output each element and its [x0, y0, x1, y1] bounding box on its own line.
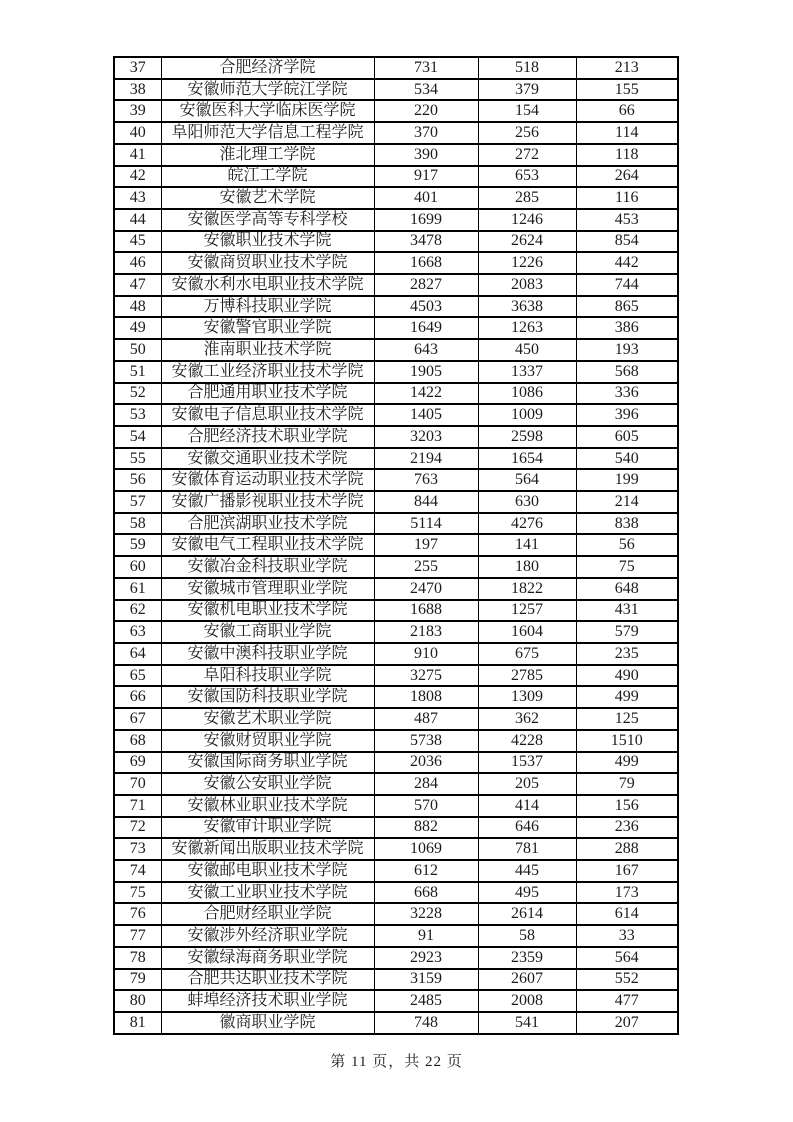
- school-name-cell: 安徽工业经济职业技术学院: [161, 361, 374, 383]
- count2-cell: 272: [478, 144, 576, 166]
- count2-cell: 2359: [478, 947, 576, 969]
- count2-cell: 1246: [478, 209, 576, 231]
- count3-cell: 854: [576, 231, 678, 253]
- school-name-cell: 安徽电子信息职业技术学院: [161, 404, 374, 426]
- count3-cell: 116: [576, 187, 678, 209]
- count3-cell: 336: [576, 383, 678, 405]
- school-name-cell: 安徽新闻出版职业技术学院: [161, 838, 374, 860]
- count2-cell: 1263: [478, 317, 576, 339]
- table-row: [114, 187, 678, 209]
- count1-cell: 91: [374, 925, 478, 947]
- admission-table: [113, 56, 679, 1035]
- count2-cell: 646: [478, 817, 576, 839]
- count2-cell: 2083: [478, 274, 576, 296]
- school-name-cell: 合肥共达职业技术学院: [161, 969, 374, 991]
- count3-cell: 235: [576, 643, 678, 665]
- row-number-cell: 76: [114, 903, 161, 925]
- school-name-cell: 安徽职业技术学院: [161, 231, 374, 253]
- count3-cell: 605: [576, 426, 678, 448]
- row-number-cell: 56: [114, 469, 161, 491]
- row-number-cell: 49: [114, 317, 161, 339]
- count1-cell: 1699: [374, 209, 478, 231]
- count1-cell: 3478: [374, 231, 478, 253]
- row-number-cell: 52: [114, 383, 161, 405]
- count1-cell: 844: [374, 491, 478, 513]
- table-row: [114, 144, 678, 166]
- school-name-cell: 安徽艺术学院: [161, 187, 374, 209]
- count3-cell: 579: [576, 621, 678, 643]
- school-name-cell: 安徽交通职业技术学院: [161, 448, 374, 470]
- count1-cell: 1069: [374, 838, 478, 860]
- count3-cell: 564: [576, 947, 678, 969]
- school-name-cell: 皖江工学院: [161, 166, 374, 188]
- count2-cell: 1822: [478, 578, 576, 600]
- count2-cell: 781: [478, 838, 576, 860]
- count2-cell: 1337: [478, 361, 576, 383]
- school-name-cell: 安徽财贸职业学院: [161, 730, 374, 752]
- table-row: [114, 990, 678, 1012]
- count3-cell: 477: [576, 990, 678, 1012]
- school-name-cell: 安徽体育运动职业技术学院: [161, 469, 374, 491]
- school-name-cell: 徽商职业学院: [161, 1012, 374, 1034]
- school-name-cell: 安徽工业职业技术学院: [161, 882, 374, 904]
- count3-cell: 568: [576, 361, 678, 383]
- count3-cell: 118: [576, 144, 678, 166]
- table-row: [114, 643, 678, 665]
- count3-cell: 56: [576, 534, 678, 556]
- row-number-cell: 38: [114, 79, 161, 101]
- row-number-cell: 80: [114, 990, 161, 1012]
- count1-cell: 748: [374, 1012, 478, 1034]
- count1-cell: 2470: [374, 578, 478, 600]
- table-row: [114, 166, 678, 188]
- count2-cell: 205: [478, 773, 576, 795]
- school-name-cell: 安徽广播影视职业技术学院: [161, 491, 374, 513]
- row-number-cell: 44: [114, 209, 161, 231]
- row-number-cell: 67: [114, 708, 161, 730]
- table-row: [114, 122, 678, 144]
- count2-cell: 1309: [478, 686, 576, 708]
- table-row: [114, 209, 678, 231]
- count1-cell: 1808: [374, 686, 478, 708]
- table-row: [114, 578, 678, 600]
- count3-cell: 125: [576, 708, 678, 730]
- school-name-cell: 合肥通用职业技术学院: [161, 383, 374, 405]
- table-row: [114, 469, 678, 491]
- row-number-cell: 41: [114, 144, 161, 166]
- count3-cell: 744: [576, 274, 678, 296]
- table-row: [114, 925, 678, 947]
- count2-cell: 445: [478, 860, 576, 882]
- count1-cell: 370: [374, 122, 478, 144]
- count3-cell: 1510: [576, 730, 678, 752]
- school-name-cell: 安徽冶金科技职业学院: [161, 556, 374, 578]
- count3-cell: 288: [576, 838, 678, 860]
- school-name-cell: 安徽电气工程职业技术学院: [161, 534, 374, 556]
- school-name-cell: 阜阳师范大学信息工程学院: [161, 122, 374, 144]
- count1-cell: 5738: [374, 730, 478, 752]
- school-name-cell: 安徽工商职业学院: [161, 621, 374, 643]
- row-number-cell: 51: [114, 361, 161, 383]
- count3-cell: 499: [576, 752, 678, 774]
- count1-cell: 1905: [374, 361, 478, 383]
- school-name-cell: 安徽中澳科技职业学院: [161, 643, 374, 665]
- table-row: [114, 969, 678, 991]
- table-row: [114, 947, 678, 969]
- count1-cell: 534: [374, 79, 478, 101]
- count2-cell: 414: [478, 795, 576, 817]
- row-number-cell: 78: [114, 947, 161, 969]
- row-number-cell: 54: [114, 426, 161, 448]
- count1-cell: 284: [374, 773, 478, 795]
- count2-cell: 1086: [478, 383, 576, 405]
- table-row: [114, 752, 678, 774]
- school-name-cell: 安徽医科大学临床医学院: [161, 100, 374, 122]
- table-row: [114, 903, 678, 925]
- table-row: [114, 339, 678, 361]
- count2-cell: 285: [478, 187, 576, 209]
- count2-cell: 2624: [478, 231, 576, 253]
- count2-cell: 362: [478, 708, 576, 730]
- count1-cell: 487: [374, 708, 478, 730]
- school-name-cell: 万博科技职业学院: [161, 296, 374, 318]
- school-name-cell: 安徽涉外经济职业学院: [161, 925, 374, 947]
- count1-cell: 1668: [374, 252, 478, 274]
- count3-cell: 499: [576, 686, 678, 708]
- table-row: [114, 57, 678, 79]
- table-row: [114, 795, 678, 817]
- count2-cell: 4228: [478, 730, 576, 752]
- count2-cell: 2785: [478, 665, 576, 687]
- row-number-cell: 72: [114, 817, 161, 839]
- table-row: [114, 730, 678, 752]
- count2-cell: 653: [478, 166, 576, 188]
- count1-cell: 643: [374, 339, 478, 361]
- row-number-cell: 45: [114, 231, 161, 253]
- row-number-cell: 63: [114, 621, 161, 643]
- row-number-cell: 46: [114, 252, 161, 274]
- count1-cell: 731: [374, 57, 478, 79]
- school-name-cell: 安徽审计职业学院: [161, 817, 374, 839]
- count3-cell: 193: [576, 339, 678, 361]
- row-number-cell: 61: [114, 578, 161, 600]
- row-number-cell: 69: [114, 752, 161, 774]
- school-name-cell: 合肥经济学院: [161, 57, 374, 79]
- count3-cell: 79: [576, 773, 678, 795]
- row-number-cell: 66: [114, 686, 161, 708]
- count3-cell: 442: [576, 252, 678, 274]
- school-name-cell: 安徽林业职业技术学院: [161, 795, 374, 817]
- school-name-cell: 安徽公安职业学院: [161, 773, 374, 795]
- table-row: [114, 426, 678, 448]
- count1-cell: 2485: [374, 990, 478, 1012]
- count3-cell: 264: [576, 166, 678, 188]
- row-number-cell: 37: [114, 57, 161, 79]
- school-name-cell: 阜阳科技职业学院: [161, 665, 374, 687]
- row-number-cell: 53: [114, 404, 161, 426]
- school-name-cell: 安徽水利水电职业技术学院: [161, 274, 374, 296]
- count3-cell: 167: [576, 860, 678, 882]
- count1-cell: 3228: [374, 903, 478, 925]
- table-row: [114, 317, 678, 339]
- count3-cell: 236: [576, 817, 678, 839]
- page-footer: 第 11 页，共 22 页: [330, 1054, 463, 1070]
- school-name-cell: 安徽医学高等专科学校: [161, 209, 374, 231]
- school-name-cell: 安徽邮电职业技术学院: [161, 860, 374, 882]
- count3-cell: 540: [576, 448, 678, 470]
- count2-cell: 450: [478, 339, 576, 361]
- count3-cell: 75: [576, 556, 678, 578]
- row-number-cell: 70: [114, 773, 161, 795]
- school-name-cell: 安徽国际商务职业学院: [161, 752, 374, 774]
- count2-cell: 1537: [478, 752, 576, 774]
- count2-cell: 675: [478, 643, 576, 665]
- row-number-cell: 71: [114, 795, 161, 817]
- count1-cell: 3159: [374, 969, 478, 991]
- count2-cell: 58: [478, 925, 576, 947]
- row-number-cell: 58: [114, 513, 161, 535]
- count3-cell: 213: [576, 57, 678, 79]
- school-name-cell: 淮南职业技术学院: [161, 339, 374, 361]
- table-row: [114, 231, 678, 253]
- table-row: [114, 621, 678, 643]
- count2-cell: 2008: [478, 990, 576, 1012]
- count2-cell: 495: [478, 882, 576, 904]
- count1-cell: 612: [374, 860, 478, 882]
- count3-cell: 33: [576, 925, 678, 947]
- row-number-cell: 43: [114, 187, 161, 209]
- count1-cell: 197: [374, 534, 478, 556]
- table-row: [114, 404, 678, 426]
- table-row: [114, 600, 678, 622]
- row-number-cell: 73: [114, 838, 161, 860]
- count1-cell: 2923: [374, 947, 478, 969]
- count3-cell: 838: [576, 513, 678, 535]
- table-row: [114, 252, 678, 274]
- count2-cell: 518: [478, 57, 576, 79]
- count1-cell: 255: [374, 556, 478, 578]
- count1-cell: 668: [374, 882, 478, 904]
- count3-cell: 614: [576, 903, 678, 925]
- count1-cell: 570: [374, 795, 478, 817]
- count3-cell: 396: [576, 404, 678, 426]
- count2-cell: 154: [478, 100, 576, 122]
- count3-cell: 66: [576, 100, 678, 122]
- table-row: [114, 79, 678, 101]
- table-row: [114, 665, 678, 687]
- row-number-cell: 77: [114, 925, 161, 947]
- school-name-cell: 安徽绿海商务职业学院: [161, 947, 374, 969]
- count2-cell: 379: [478, 79, 576, 101]
- count3-cell: 453: [576, 209, 678, 231]
- school-name-cell: 合肥经济技术职业学院: [161, 426, 374, 448]
- row-number-cell: 62: [114, 600, 161, 622]
- table-row: [114, 274, 678, 296]
- count1-cell: 3203: [374, 426, 478, 448]
- count3-cell: 865: [576, 296, 678, 318]
- table-row: [114, 860, 678, 882]
- count1-cell: 2183: [374, 621, 478, 643]
- school-name-cell: 合肥财经职业学院: [161, 903, 374, 925]
- row-number-cell: 75: [114, 882, 161, 904]
- count3-cell: 199: [576, 469, 678, 491]
- count2-cell: 630: [478, 491, 576, 513]
- count1-cell: 401: [374, 187, 478, 209]
- count3-cell: 173: [576, 882, 678, 904]
- school-name-cell: 安徽机电职业技术学院: [161, 600, 374, 622]
- table-row: [114, 817, 678, 839]
- school-name-cell: 安徽城市管理职业学院: [161, 578, 374, 600]
- count3-cell: 114: [576, 122, 678, 144]
- row-number-cell: 81: [114, 1012, 161, 1034]
- admission-table-body: [114, 57, 678, 1034]
- row-number-cell: 48: [114, 296, 161, 318]
- count2-cell: 1604: [478, 621, 576, 643]
- table-row: [114, 491, 678, 513]
- count1-cell: 910: [374, 643, 478, 665]
- table-row: [114, 534, 678, 556]
- row-number-cell: 55: [114, 448, 161, 470]
- row-number-cell: 65: [114, 665, 161, 687]
- count2-cell: 2607: [478, 969, 576, 991]
- school-name-cell: 安徽商贸职业技术学院: [161, 252, 374, 274]
- count3-cell: 431: [576, 600, 678, 622]
- count2-cell: 141: [478, 534, 576, 556]
- count2-cell: 2598: [478, 426, 576, 448]
- count1-cell: 1405: [374, 404, 478, 426]
- row-number-cell: 68: [114, 730, 161, 752]
- count1-cell: 2827: [374, 274, 478, 296]
- count1-cell: 1649: [374, 317, 478, 339]
- count2-cell: 1257: [478, 600, 576, 622]
- table-row: [114, 361, 678, 383]
- table-row: [114, 773, 678, 795]
- count1-cell: 390: [374, 144, 478, 166]
- row-number-cell: 57: [114, 491, 161, 513]
- count1-cell: 4503: [374, 296, 478, 318]
- count1-cell: 3275: [374, 665, 478, 687]
- count3-cell: 155: [576, 79, 678, 101]
- table-row: [114, 513, 678, 535]
- school-name-cell: 淮北理工学院: [161, 144, 374, 166]
- count3-cell: 490: [576, 665, 678, 687]
- row-number-cell: 42: [114, 166, 161, 188]
- count2-cell: 180: [478, 556, 576, 578]
- count3-cell: 214: [576, 491, 678, 513]
- table-row: [114, 838, 678, 860]
- school-name-cell: 蚌埠经济技术职业学院: [161, 990, 374, 1012]
- school-name-cell: 安徽师范大学皖江学院: [161, 79, 374, 101]
- count2-cell: 564: [478, 469, 576, 491]
- row-number-cell: 59: [114, 534, 161, 556]
- count1-cell: 2036: [374, 752, 478, 774]
- table-row: [114, 708, 678, 730]
- count1-cell: 220: [374, 100, 478, 122]
- count1-cell: 763: [374, 469, 478, 491]
- count2-cell: 1009: [478, 404, 576, 426]
- count3-cell: 207: [576, 1012, 678, 1034]
- count1-cell: 917: [374, 166, 478, 188]
- table-row: [114, 1012, 678, 1034]
- count1-cell: 2194: [374, 448, 478, 470]
- table-row: [114, 296, 678, 318]
- table-row: [114, 100, 678, 122]
- row-number-cell: 40: [114, 122, 161, 144]
- table-row: [114, 448, 678, 470]
- count3-cell: 386: [576, 317, 678, 339]
- count2-cell: 3638: [478, 296, 576, 318]
- count2-cell: 256: [478, 122, 576, 144]
- count1-cell: 5114: [374, 513, 478, 535]
- table-row: [114, 383, 678, 405]
- row-number-cell: 79: [114, 969, 161, 991]
- school-name-cell: 安徽艺术职业学院: [161, 708, 374, 730]
- row-number-cell: 39: [114, 100, 161, 122]
- count3-cell: 156: [576, 795, 678, 817]
- table-row: [114, 882, 678, 904]
- row-number-cell: 47: [114, 274, 161, 296]
- row-number-cell: 64: [114, 643, 161, 665]
- count3-cell: 552: [576, 969, 678, 991]
- count2-cell: 1226: [478, 252, 576, 274]
- count1-cell: 1688: [374, 600, 478, 622]
- school-name-cell: 合肥滨湖职业技术学院: [161, 513, 374, 535]
- row-number-cell: 50: [114, 339, 161, 361]
- count2-cell: 2614: [478, 903, 576, 925]
- count2-cell: 4276: [478, 513, 576, 535]
- row-number-cell: 60: [114, 556, 161, 578]
- count1-cell: 882: [374, 817, 478, 839]
- row-number-cell: 74: [114, 860, 161, 882]
- school-name-cell: 安徽国防科技职业学院: [161, 686, 374, 708]
- count3-cell: 648: [576, 578, 678, 600]
- school-name-cell: 安徽警官职业学院: [161, 317, 374, 339]
- table-row: [114, 556, 678, 578]
- count2-cell: 1654: [478, 448, 576, 470]
- count1-cell: 1422: [374, 383, 478, 405]
- count2-cell: 541: [478, 1012, 576, 1034]
- table-row: [114, 686, 678, 708]
